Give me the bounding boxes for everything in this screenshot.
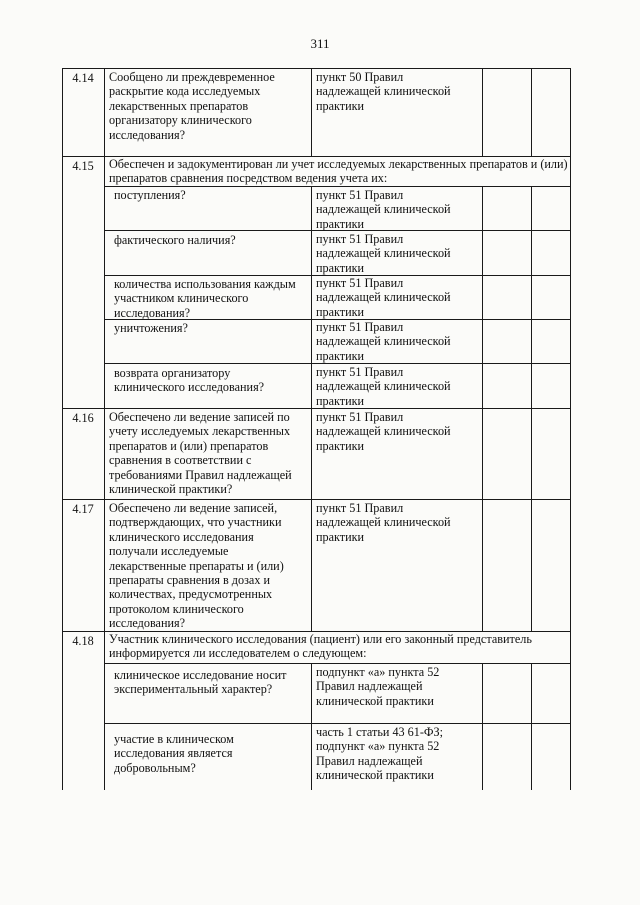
table-rule <box>570 68 571 790</box>
subitem-reference: подпункт «а» пункта 52 Правил надлежащей клинической практики <box>316 665 440 708</box>
table-rule <box>104 663 570 664</box>
row-header: Обеспечен и задокументирован ли учет исследуемых лекарственных препаратов и (или) препаратов сравнения посредством ведения учета их: <box>109 157 568 186</box>
row-reference: пункт 51 Правил надлежащей клинической практики <box>316 501 451 544</box>
row-number: 4.14 <box>72 71 94 85</box>
subitem-reference: пункт 51 Правил надлежащей клинической практики <box>316 276 451 319</box>
row-number: 4.18 <box>72 634 94 648</box>
subitem-question: поступления? <box>114 188 186 202</box>
subitem-reference: часть 1 статьи 43 61-ФЗ; подпункт «а» пункта 52 Правил надлежащей клинической практики <box>316 725 444 783</box>
row-reference: пункт 51 Правил надлежащей клинической практики <box>316 410 451 453</box>
subitem-question: фактического наличия? <box>114 233 236 247</box>
table-rule <box>482 186 483 631</box>
subitem-reference: пункт 51 Правил надлежащей клинической практики <box>316 232 451 275</box>
table-rule <box>104 723 570 724</box>
row-reference: пункт 50 Правил надлежащей клинической практики <box>316 70 451 113</box>
table-rule <box>531 186 532 631</box>
row-number: 4.15 <box>72 159 94 173</box>
row-question: Обеспечено ли ведение записей по учету исследуемых лекарственных препаратов и (или) препаратов сравнения в соответствии с требованиями Правил надлежащей клинической практики? <box>109 410 292 497</box>
row-header: Участник клинического исследования (пациент) или его законный представитель информируется ли исследователем о следующем: <box>109 632 532 661</box>
subitem-question: возврата организатору клинического исследования? <box>114 366 265 395</box>
subitem-reference: пункт 51 Правил надлежащей клинической практики <box>316 320 451 363</box>
row-number: 4.16 <box>72 411 94 425</box>
table-rule <box>62 499 570 500</box>
table-rule <box>482 663 483 790</box>
table-rule <box>482 68 483 156</box>
subitem-question: участие в клиническом исследования является добровольным? <box>114 732 234 775</box>
subitem-reference: пункт 51 Правил надлежащей клинической практики <box>316 365 451 408</box>
table-rule <box>104 68 105 790</box>
subitem-question: количества использования каждым участником клинического исследования? <box>114 277 296 320</box>
page-number: 311 <box>310 36 330 51</box>
row-number: 4.17 <box>72 502 94 516</box>
subitem-reference: пункт 51 Правил надлежащей клинической практики <box>316 188 451 231</box>
table-rule <box>311 68 312 156</box>
table-rule <box>531 663 532 790</box>
row-question: Сообщено ли преждевременное раскрытие кода исследуемых лекарственных препаратов организатору клинического исследования? <box>109 70 275 142</box>
table-rule <box>311 186 312 631</box>
row-question: Обеспечено ли ведение записей, подтверждающих, что участники клинического исследования получали исследуемые лекарственные препараты и (или) препараты сравнения в дозах и количествах, предусмотренных протоколом клинического исследования? <box>109 501 284 631</box>
table-rule <box>531 68 532 156</box>
subitem-question: уничтожения? <box>114 321 188 335</box>
table-rule <box>104 186 570 187</box>
subitem-question: клиническое исследование носит экспериментальный характер? <box>114 668 287 697</box>
table-rule <box>62 68 63 790</box>
table-rule <box>311 663 312 790</box>
table-rule <box>62 68 570 69</box>
